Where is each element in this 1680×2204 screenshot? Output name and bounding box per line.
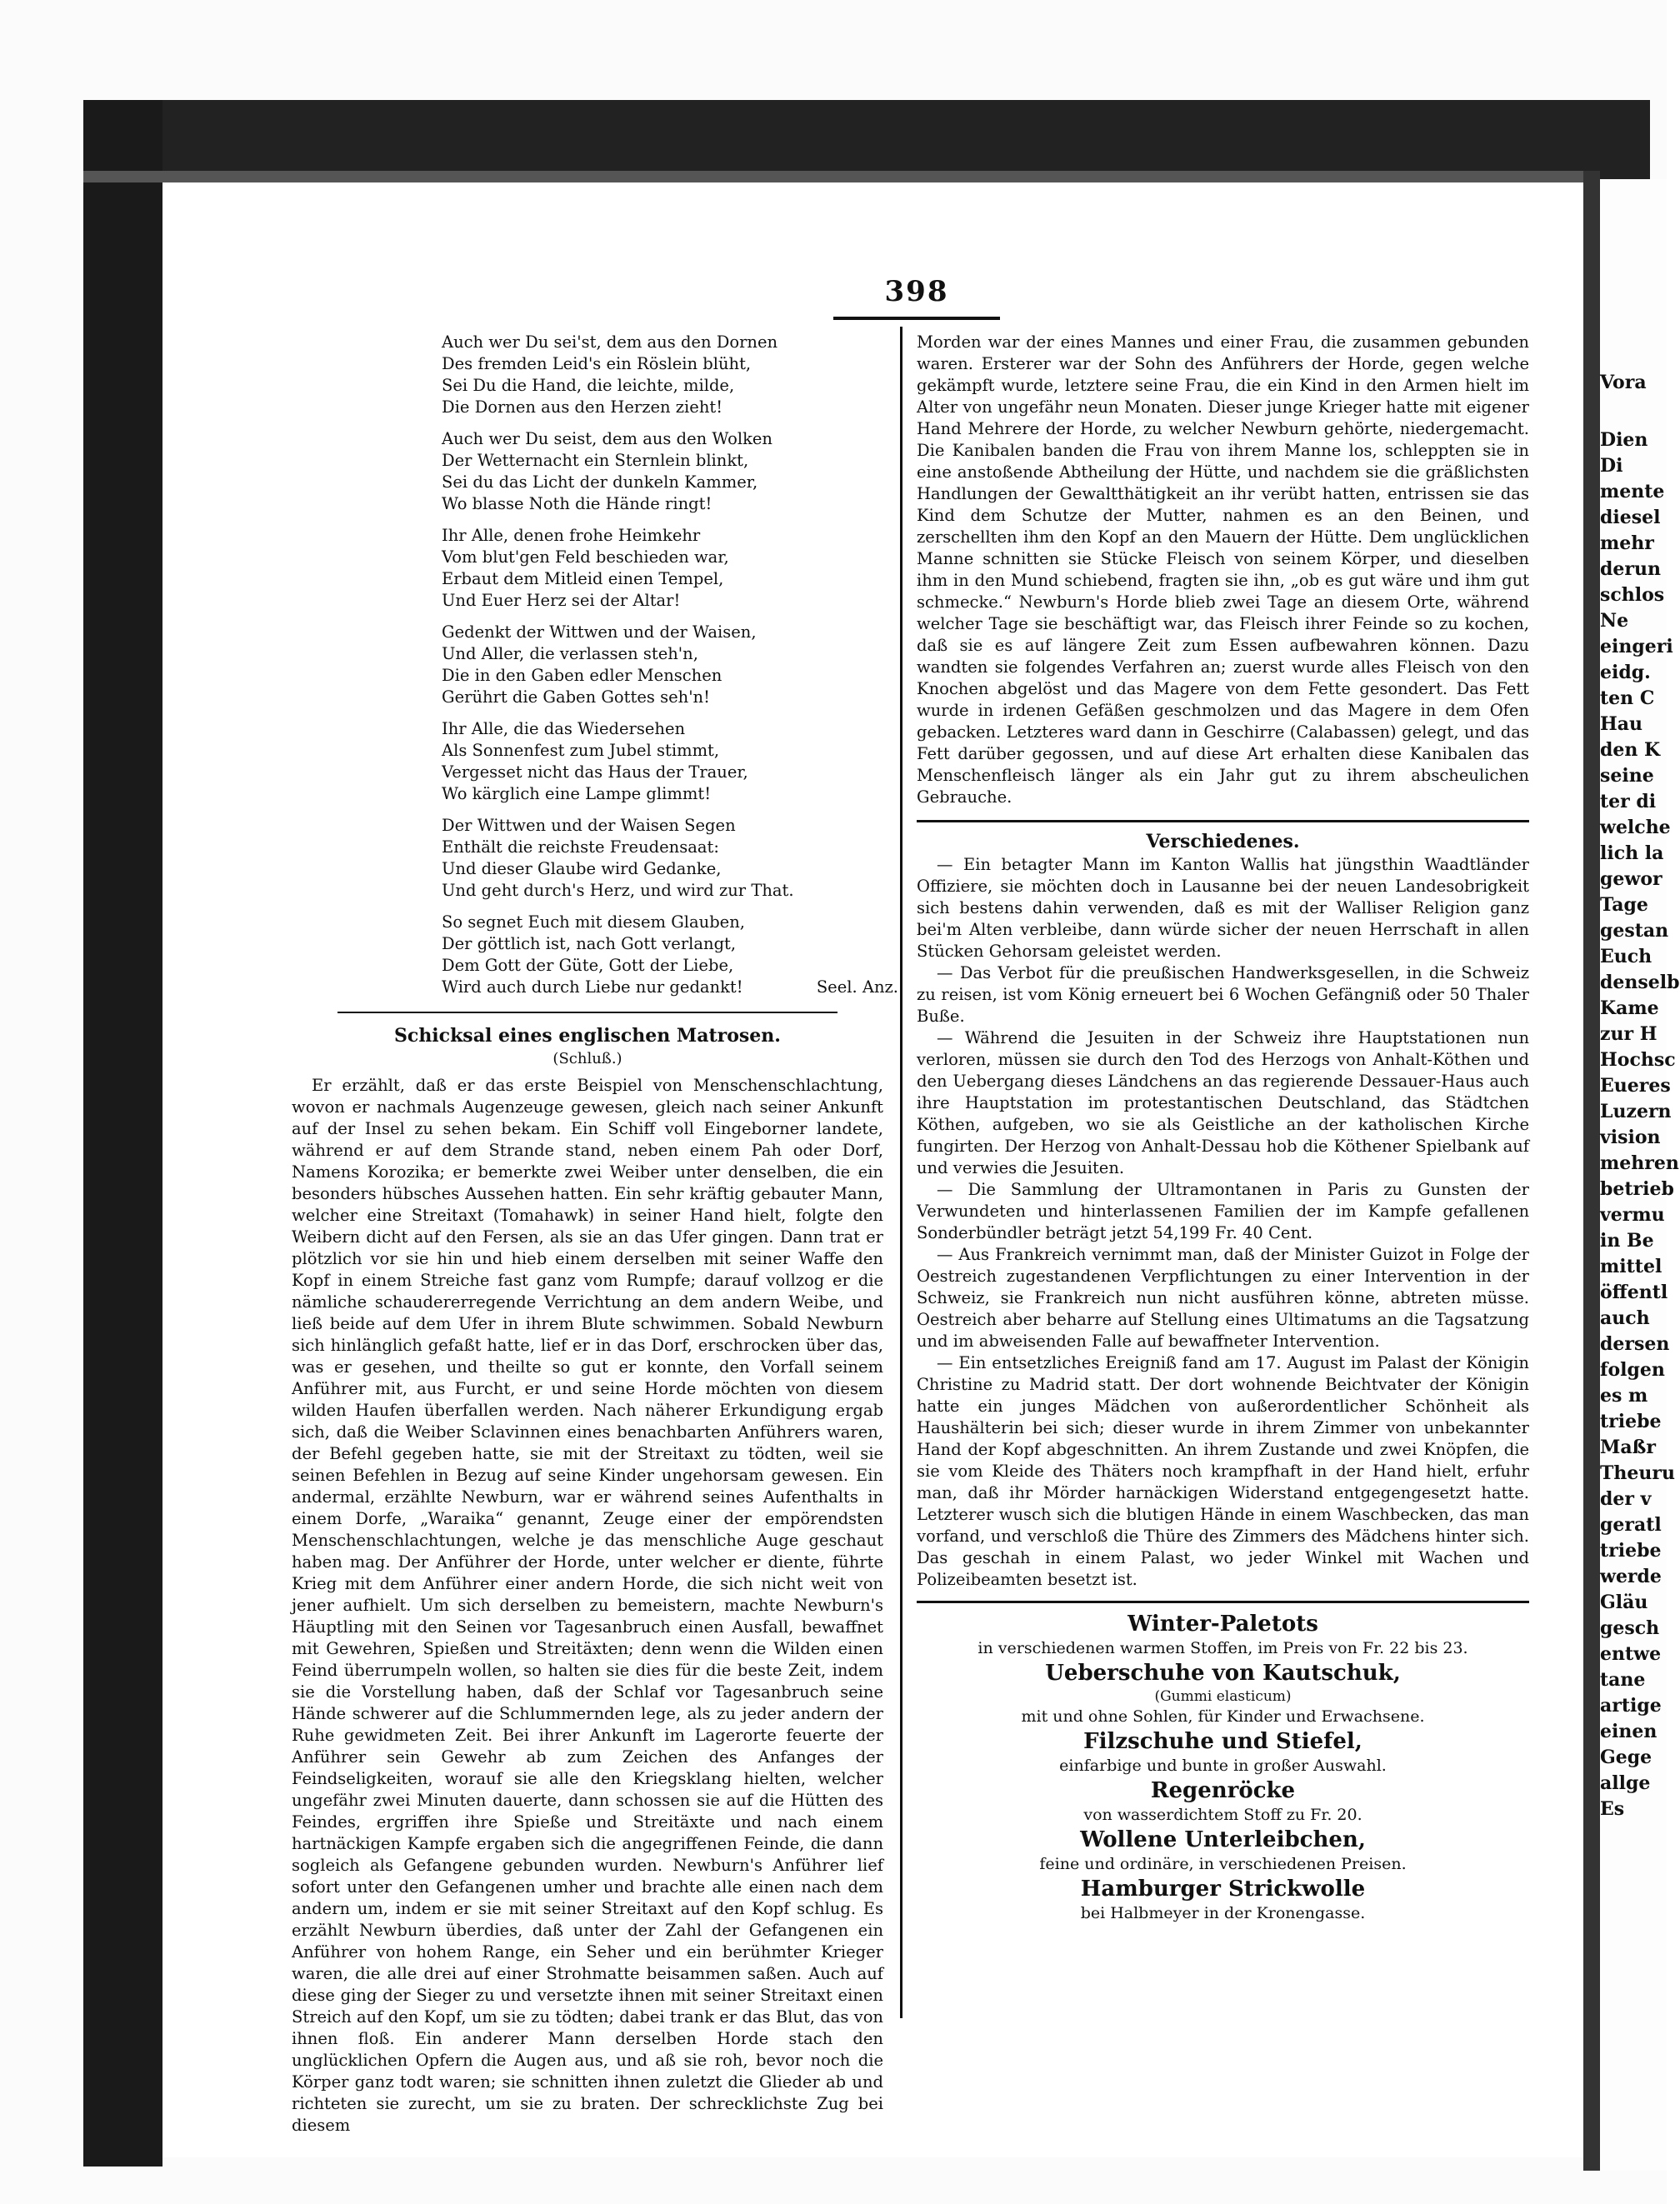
adjacent-page-text: auch: [1600, 1307, 1650, 1329]
advert-line: Filzschuhe und Stiefel,: [1083, 1729, 1362, 1754]
adjacent-page-text: tane: [1600, 1669, 1646, 1691]
page-number: 398: [884, 275, 949, 308]
adjacent-page-text: betrieb: [1600, 1178, 1674, 1200]
poem-line: Wird auch durch Liebe nur gedankt! Seel. Anz.: [442, 977, 898, 997]
advert-line: mit und ohne Sohlen, für Kinder und Erwachsene.: [1021, 1707, 1425, 1726]
advert-line: Ueberschuhe von Kautschuk,: [1045, 1661, 1401, 1686]
adjacent-page-text: welche: [1600, 817, 1671, 838]
adjacent-page-text: folgen: [1600, 1359, 1665, 1381]
adjacent-page-text: zur H: [1600, 1023, 1658, 1045]
poem-line: Der göttlich ist, nach Gott verlangt,: [442, 934, 737, 953]
adjacent-page-text: Luzern: [1600, 1101, 1672, 1122]
adjacent-page-text: Dien: [1600, 429, 1648, 451]
poem-line: Wo kärglich eine Lampe glimmt!: [442, 784, 712, 803]
poem-line: Vom blut'gen Feld beschieden war,: [442, 547, 729, 567]
adjacent-page-text: allge: [1600, 1772, 1651, 1794]
adjacent-page-text: dersen: [1600, 1333, 1670, 1355]
advert-line: Regenröcke: [1150, 1778, 1296, 1803]
advertisement: [917, 1610, 1529, 1924]
poem-line: Die Dornen aus den Herzen zieht!: [442, 397, 723, 417]
adjacent-page-text: Theuru: [1600, 1462, 1675, 1484]
poem-stanza: [442, 815, 908, 902]
adjacent-page-text: geratl: [1600, 1514, 1662, 1536]
news-item: — Die Sammlung der Ultramontanen in Paris zu Gunsten der Verwundeten und hinterlassenen Familien der im Kampfe gefallenen Sonderbündler beträgt jetzt 54,199 Fr. 40 Cent.: [917, 1180, 1529, 1242]
advert-line: Wollene Unterleibchen,: [1080, 1827, 1366, 1852]
news-item: — Das Verbot für die preußischen Handwerksgesellen, in die Schweiz zu reisen, ist vom König erneuert bei 6 Wochen Gefängniß oder 50 Thaler Buße.: [917, 963, 1529, 1026]
poem-line: Und geht durch's Herz, und wird zur That.: [442, 881, 794, 900]
adjacent-page-text: lich la: [1600, 842, 1664, 864]
adjacent-page-text: gestan: [1600, 920, 1669, 942]
adjacent-page-text: artige: [1600, 1695, 1662, 1717]
adjacent-page-text: Di: [1600, 455, 1623, 477]
adjacent-page-text: seine: [1600, 765, 1654, 787]
adjacent-page-text: Hochsc: [1600, 1049, 1676, 1071]
adjacent-page-text: Gläu: [1600, 1592, 1648, 1613]
adjacent-page-text: ter di: [1600, 791, 1657, 812]
poem: [442, 332, 908, 998]
article-body: Er erzählt, daß er das erste Beispiel von Menschenschlachtung, wovon er nachmals Augenzeuge gewesen, gleich nach seiner Ankunft auf der Insel zu sehen bekam. Ein Schiff voll Eingeborner landete, während er auf dem Strande stand, neben einem Pah oder Dorf, Namens Korozika; er bemerkte zwei Weiber unter denselben, die ein besonders hübsches Aussehen hatten. Ein sehr kräftig gebauter Mann, welcher eine Streitaxt (Tomahawk) in seiner Hand hielt, folgte den Weibern dicht auf den Fersen, als sie an das Ufer gingen. Dann trat er plötzlich vor sie hin und hieb einem derselben mit seiner Waffe den Kopf in einem Streiche fast ganz vom Rumpfe; darauf vollzog er die nämliche schaudererregende Verrichtung an dem andern Weibe, und ließ beide auf dem Ufer in ihrem Blute schwimmen. Sobald Newburn sich hinlänglich gefaßt hatte, lief er in das Dorf, erschrocken über das, was er gesehen, und theilte so gut er konnte, den Vorfall seinem Anführer mit, aus Furcht, er und seine Horde möchten von diesem wilden Haufen überfallen werden. Nach näherer Erkundigung ergab sich, daß die Weiber Sclavinnen eines benachbarten Anführers waren, der Befehl gegeben hatte, sie mit der Streitaxt zu tödten, weil sie seinen Befehlen in Bezug auf seine Kinder ungehorsam gewesen. Ein andermal, erzählte Newburn, war er während seines Aufenthalts in einem Dorfe, „Waraika“ genannt, Zeuge einer der empörendsten Menschenschlachtungen, welche je das menschliche Auge geschaut haben mag. Der Anführer der Horde, unter welcher er diente, führte Krieg mit dem Anführer einer andern Horde, die sich nicht weit von jener aufhielt. Um sich derselben zu bemeistern, machte Newburn's Häuptling mit den Seinen vor Tagesanbruch einen Ausfall, bewaffnet mit Gewehren, Spießen und Streitäxten; denn wenn die Wilden einen Feind überrumpeln wollen, so halten sie dies für die beste Zeit, indem sie die Vorstellung haben, daß der Schlaf vor Tagesanbruch seine Hände schwerer auf die Schlummernden lege, als zu jeder andern der Ruhe gewidmeten Zeit. Bei ihrer Ankunft im Lagerorte feuerte der Anführer sein Gewehr ab zum Zeichen des Anfanges der Feindseligkeiten, worauf sie alle den Kriegsklang hielten, welcher ungefähr zwei Minuten dauerte, dann schossen sie auf die Hütten des Feindes, ergriffen ihre Spieße und Streitäxte und nach einem hartnäckigen Kampfe ergaben sich die angegriffenen Feinde, die dann sogleich als Gefangene gebunden wurden. Newburn's Anführer lief sofort unter den Gefangenen umher und brachte alle einen nach dem andern um, indem er sie mit seiner Streitaxt auf den Kopf schlug. Es erzählt Newburn überdies, daß unter der Zahl der Gefangenen ein Anführer von hohem Range, ein Seher und ein berühmter Krieger waren, die alle drei auf einer Strohmatte beisammen saßen. Auch auf diese ging der Sieger zu und versetzte ihnen mit seiner Streitaxt einen Streich auf den Kopf, um sie zu tödten; dabei trank er das Blut, das von ihnen floß. Ein anderer Mann derselben Horde stach den unglücklichen Opfern die Augen aus, und aß sie roh, bevor noch die Körper ganz todt waren; sie schnitten ihnen zuletzt die Glieder ab und richteten sie zurecht, um sie zu braten. Der schrecklichste Zug bei diesem: [292, 1076, 883, 2135]
header-rule: [833, 317, 1000, 320]
poem-line: Ihr Alle, die das Wiedersehen: [442, 719, 686, 738]
news-item: — Aus Frankreich vernimmt man, daß der Minister Guizot in Folge der Oestreich zugestandenen Verpflichtungen zu einer Intervention in der Schweiz, sie Frankreich nun nicht ausführen könne, abtreten müsse. Oestreich aber beharre auf Stellung eines Ultimatums an die Tagsatzung und im abweisenden Falle auf bewaffneter Intervention.: [917, 1245, 1529, 1351]
poem-line: Vergesset nicht das Haus der Trauer,: [442, 762, 748, 782]
adjacent-page-text: werde: [1600, 1566, 1662, 1587]
article-subtitle: (Schluß.): [552, 1050, 622, 1067]
adjacent-page-text: Vora: [1600, 372, 1647, 393]
adjacent-page-text: denselb: [1600, 972, 1680, 993]
adjacent-page-text: triebe: [1600, 1411, 1662, 1432]
poem-stanza: [442, 622, 908, 708]
section-divider: [917, 820, 1529, 822]
adjacent-page-text: schlos: [1600, 584, 1665, 606]
poem-stanza: [442, 428, 908, 515]
advert-line: Winter-Paletots: [1128, 1612, 1318, 1637]
adjacent-page-text: Gege: [1600, 1747, 1652, 1768]
adjacent-page-text: der v: [1600, 1488, 1652, 1510]
poem-stanza: [442, 332, 908, 418]
poem-line: Ihr Alle, denen frohe Heimkehr: [442, 526, 701, 545]
miscellany-items: [917, 854, 1529, 1591]
adjacent-page-text: mente: [1600, 481, 1665, 502]
advert-line: feine und ordinäre, in verschiedenen Preisen.: [1039, 1855, 1407, 1873]
poem-source: Seel. Anz.: [816, 977, 898, 997]
adjacent-page-fragment: [1600, 179, 1680, 2171]
poem-line: Erbaut dem Mitleid einen Tempel,: [442, 569, 724, 588]
poem-line: Und dieser Glaube wird Gedanke,: [442, 859, 722, 878]
adjacent-page-text: öffentl: [1600, 1282, 1668, 1303]
adjacent-page-text: gewor: [1600, 868, 1662, 890]
adjacent-page-text: Hau: [1600, 713, 1643, 735]
adjacent-page-text: gesch: [1600, 1617, 1660, 1639]
adjacent-page-text: Maßr: [1600, 1437, 1656, 1458]
poem-line: Der Wetternacht ein Sternlein blinkt,: [442, 451, 749, 470]
poem-line: Sei Du die Hand, die leichte, milde,: [442, 376, 735, 395]
scan-dark-border-left: [83, 100, 162, 2167]
advert-line: (Gummi elasticum): [1154, 1688, 1292, 1705]
adjacent-page-text: es m: [1600, 1385, 1648, 1407]
scan-dark-border-top: [83, 100, 1650, 179]
advert-line: in verschiedenen warmen Stoffen, im Preis von Fr. 22 bis 23.: [978, 1639, 1468, 1657]
adjacent-page-text: mittel: [1600, 1256, 1662, 1277]
adjacent-page-text: Es: [1600, 1798, 1625, 1820]
poem-line: Auch wer Du seist, dem aus den Wolken: [442, 429, 772, 448]
poem-line: Der Wittwen und der Waisen Segen: [442, 816, 736, 835]
adjacent-page-text: mehr: [1600, 532, 1654, 554]
article-continuation: Morden war der eines Mannes und einer Frau, die zusammen gebunden waren. Ersterer war der Sohn des Anführers der Horde, gegen welche gekämpft wurde, letztere seine Frau, die ein Kind in den Armen hielt im Alter von ungefähr neun Monaten. Dieser junge Krieger hatte mit eigener Hand Mehrere der Horde, zu welcher Newburn gehörte, niedergemacht. Die Kanibalen banden die Frau von ihrem Manne los, schleppten sie in eine anstoßende Abtheilung der Hütte, und nachdem sie die gräßlichsten Handlungen der Gewaltthätigkeit an ihr verübt hatten, entrissen sie das Kind dem Schutze der Mutter, nahmen es an den Beinen, und zerschellten ihm den Kopf an den Mauern der Hütte. Dem unglücklichen Manne schnitten sie Stücke Fleisch von seinem Körper, und dieselben ihm in den Mund schiebend, fragten sie ihn, „ob es gut wäre und ihm gut schmecke.“ Newburn's Horde blieb zwei Tage an diesem Orte, während welcher Tage sie beschäftigt war, das Fleisch ihrer Feinde so zu kochen, daß sie es auf längere Zeit zum Essen aufbewahren können. Dazu wandten sie folgendes Verfahren an; zuerst wurde alles Fleisch von den Knochen abgelöst und das Magere von dem Fette gesondert. Das Fett wurde in irdenen Gefäßen geschmolzen und das Magere in dem Ofen gebacken. Letzteres ward dann in Geschirre (Calabassen) gelegt, und das Fett darüber gegossen, und auf diese Art erhalten diese Kanibalen das Menschenfleisch länger als ein Jahr gut zu ihrem abscheulichen Gebrauche.: [917, 332, 1529, 807]
news-item: — Während die Jesuiten in der Schweiz ihre Hauptstationen nun verloren, müssen sie durch den Tod des Herzogs von Anhalt-Köthen und den Uebergang dieses Ländchens an das regierende Dessauer-Haus auch ihre Hauptstation im protestantischen Deutschland, das Städtchen Köthen, aufgeben, wo sie als Geistliche an der katholischen Kirche fungirten. Der Herzog von Anhalt-Dessau hob die Köthener Spielbank auf und verwies die Jesuiten.: [917, 1028, 1529, 1177]
adjacent-page-text: vermu: [1600, 1204, 1665, 1226]
adjacent-page-text: triebe: [1600, 1540, 1662, 1562]
scan-border-strip: [83, 171, 1583, 182]
news-item: — Ein entsetzliches Ereigniß fand am 17. August im Palast der Königin Christine zu Madrid statt. Der dort wohnende Beichtvater der Königin hatte ein junges Mädchen von außerordentlicher Schönheit als Haushälterin bei sich; dieser wurde in ihrem Zimmer von unbekannter Hand der Kopf abgeschnitten. An ihrem Zustande und zwei Knöpfen, die sie vom Kleide des Thäters noch krampfhaft in der Hand hielt, erfuhr man, daß ihr Mörder harnäckigen Widerstand entgegengesetzt hatte. Letzterer wusch sich die blutigen Hände in einem Waschbecken, das man vorfand, und verschloß die Thüre des Zimmers des Mädchens hinter sich. Das geschah in einem Palast, wo jeder Winkel mit Wachen und Polizeibeamten besetzt ist.: [917, 1353, 1529, 1589]
adjacent-page-text: Ne: [1600, 610, 1629, 632]
poem-line: Und Euer Herz sei der Altar!: [442, 591, 681, 610]
miscellany-title: Verschiedenes.: [1146, 831, 1300, 852]
page-gutter: [1583, 171, 1600, 2171]
advert-line: Hamburger Strickwolle: [1080, 1877, 1366, 1902]
section-divider: [338, 1012, 838, 1013]
poem-line: Wo blasse Noth die Hände ringt!: [442, 494, 712, 513]
left-column: [292, 332, 898, 2137]
adjacent-page-text: den K: [1600, 739, 1661, 761]
adjacent-page-text: ten C: [1600, 687, 1655, 709]
poem-line: Enthält die reichste Freudensaat:: [442, 837, 719, 857]
adjacent-page-text: eingeri: [1600, 636, 1673, 657]
adjacent-page-text: derun: [1600, 558, 1661, 580]
article-title: Schicksal eines englischen Matrosen.: [394, 1025, 781, 1047]
adjacent-page-text: diesel: [1600, 507, 1661, 528]
adjacent-page-text: vision: [1600, 1127, 1661, 1148]
poem-line: Gerührt die Gaben Gottes seh'n!: [442, 687, 710, 707]
poem-line: Gedenkt der Wittwen und der Waisen,: [442, 622, 757, 642]
advert-line: einfarbige und bunte in großer Auswahl.: [1059, 1757, 1387, 1775]
poem-line: Sei du das Licht der dunkeln Kammer,: [442, 472, 758, 492]
adjacent-page-text: eidg.: [1600, 662, 1651, 683]
adjacent-page-text: Euch: [1600, 946, 1652, 967]
poem-line: So segnet Euch mit diesem Glauben,: [442, 912, 745, 932]
adjacent-page-text: in Be: [1600, 1230, 1654, 1252]
advert-divider: [917, 1601, 1529, 1603]
adjacent-page-text: Eueres: [1600, 1075, 1671, 1097]
adjacent-page-text: mehren: [1600, 1152, 1679, 1174]
poem-line: Als Sonnenfest zum Jubel stimmt,: [442, 741, 720, 760]
advert-line: von wasserdichtem Stoff zu Fr. 20.: [1083, 1806, 1362, 1824]
adjacent-page-text: Kame: [1600, 997, 1659, 1019]
adjacent-page-text: Tage: [1600, 894, 1648, 916]
poem-stanza: [442, 525, 908, 612]
poem-line: Die in den Gaben edler Menschen: [442, 666, 722, 685]
adjacent-page-text: einen: [1600, 1721, 1658, 1742]
poem-stanza: [442, 718, 908, 805]
adjacent-page-text: entwe: [1600, 1643, 1662, 1665]
news-item: — Ein betagter Mann im Kanton Wallis hat jüngsthin Waadtländer Offiziere, sie möchten doch in Lausanne bei der neuen Landesobrigkeit sich bestens dahin verwenden, daß es mit der Walliser Religion ganz bei'm Alten verbleibe, dann würde sicher der neuen Herrschaft in allen Stücken Gehorsam geleistet werden.: [917, 855, 1529, 961]
poem-line: Und Aller, die verlassen steh'n,: [442, 644, 698, 663]
poem-line: Dem Gott der Güte, Gott der Liebe,: [442, 956, 734, 975]
poem-line: Auch wer Du sei'st, dem aus den Dornen: [442, 332, 778, 352]
advert-line: bei Halbmeyer in der Kronengasse.: [1080, 1904, 1366, 1922]
right-column: [917, 332, 1529, 1924]
poem-line: Des fremden Leid's ein Röslein blüht,: [442, 354, 752, 373]
poem-stanza: [442, 912, 908, 998]
